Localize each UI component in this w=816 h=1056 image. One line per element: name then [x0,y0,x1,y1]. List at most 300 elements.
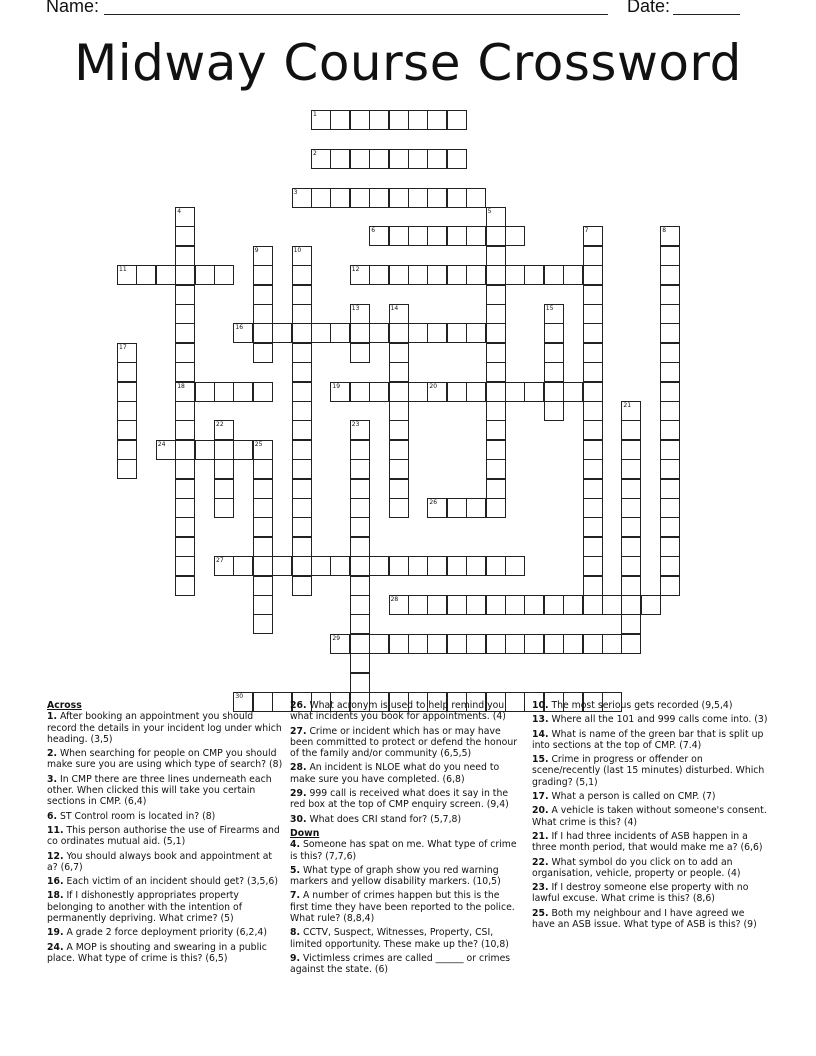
grid-cell[interactable] [563,595,583,615]
grid-cell[interactable] [466,265,486,285]
grid-cell[interactable] [466,226,486,246]
grid-cell[interactable] [583,479,603,499]
grid-cell[interactable] [583,440,603,460]
grid-cell[interactable] [486,479,506,499]
grid-cell[interactable] [486,401,506,421]
grid-cell[interactable] [447,188,467,208]
grid-cell[interactable] [641,595,661,615]
grid-cell[interactable] [369,110,389,130]
grid-cell[interactable] [350,634,370,654]
grid-cell[interactable] [292,382,312,402]
grid-cell[interactable] [389,401,409,421]
grid-cell[interactable] [621,517,641,537]
grid-cell[interactable] [486,556,506,576]
grid-cell[interactable] [389,459,409,479]
grid-cell[interactable] [369,226,389,246]
grid-cell[interactable] [447,595,467,615]
grid-cell[interactable] [427,556,447,576]
clue [532,791,768,802]
grid-cell[interactable] [583,595,603,615]
grid-cell[interactable] [292,537,312,557]
grid-cell[interactable] [389,149,409,169]
grid-cell[interactable] [524,634,544,654]
grid-cell[interactable] [389,382,409,402]
grid-cell[interactable] [466,188,486,208]
grid-cell[interactable] [292,246,312,266]
grid-cell[interactable] [544,595,564,615]
grid-cell[interactable] [214,459,234,479]
grid-cell[interactable] [253,246,273,266]
grid-cell[interactable] [350,556,370,576]
grid-cell[interactable] [486,304,506,324]
grid-cell[interactable] [583,323,603,343]
grid-cell[interactable] [253,517,273,537]
grid-cell[interactable] [621,634,641,654]
clue-number: 23 [351,421,360,429]
grid-cell[interactable] [408,382,428,402]
grid-cell[interactable] [389,323,409,343]
grid-cell[interactable] [466,556,486,576]
grid-cell[interactable] [621,498,641,518]
grid-cell[interactable] [175,362,195,382]
grid-cell[interactable] [311,556,331,576]
grid-cell[interactable] [447,110,467,130]
grid-cell[interactable] [524,265,544,285]
grid-cell[interactable] [136,265,156,285]
grid-cell[interactable] [486,207,506,227]
grid-cell[interactable] [175,459,195,479]
grid-cell[interactable] [660,401,680,421]
grid-cell[interactable] [524,382,544,402]
grid-cell[interactable] [253,595,273,615]
grid-cell[interactable] [447,323,467,343]
grid-cell[interactable] [330,188,350,208]
grid-cell[interactable] [350,149,370,169]
grid-cell[interactable] [214,440,234,460]
grid-cell[interactable] [350,265,370,285]
grid-cell[interactable] [621,556,641,576]
grid-cell[interactable] [660,323,680,343]
grid-cell[interactable] [544,382,564,402]
grid-cell[interactable] [544,304,564,324]
grid-cell[interactable] [369,382,389,402]
grid-cell[interactable] [389,188,409,208]
grid-cell[interactable] [583,556,603,576]
grid-cell[interactable] [117,459,137,479]
grid-cell[interactable] [350,110,370,130]
grid-cell[interactable] [117,401,137,421]
grid-cell[interactable] [621,537,641,557]
grid-cell[interactable] [195,265,215,285]
grid-cell[interactable] [175,246,195,266]
grid-cell[interactable] [660,479,680,499]
grid-cell[interactable] [389,304,409,324]
grid-cell[interactable] [408,149,428,169]
grid-cell[interactable] [292,323,312,343]
grid-cell[interactable] [466,498,486,518]
clue-text: Each victim of an incident should get? (3,5,6) [63,876,278,888]
grid-cell[interactable] [621,479,641,499]
grid-cell[interactable] [292,188,312,208]
grid-cell[interactable] [544,634,564,654]
clues-column-2 [290,700,518,979]
grid-cell[interactable] [505,226,525,246]
grid-cell[interactable] [389,362,409,382]
grid-cell[interactable] [486,459,506,479]
grid-cell[interactable] [660,537,680,557]
grid-cell[interactable] [621,595,641,615]
grid-cell[interactable] [544,265,564,285]
grid-cell[interactable] [660,440,680,460]
grid-cell[interactable] [292,362,312,382]
grid-cell[interactable] [389,440,409,460]
grid-cell[interactable] [544,362,564,382]
grid-cell[interactable] [505,595,525,615]
grid-cell[interactable] [175,401,195,421]
grid-cell[interactable] [350,653,370,673]
grid-cell[interactable] [156,440,176,460]
clue-text: What symbol do you click on to add an organisation, vehicle, property or people. (4) [532,856,741,879]
grid-cell[interactable] [350,498,370,518]
grid-cell[interactable] [175,498,195,518]
grid-cell[interactable] [292,556,312,576]
grid-cell[interactable] [389,110,409,130]
grid-cell[interactable] [466,323,486,343]
grid-cell[interactable] [544,343,564,363]
grid-cell[interactable] [350,420,370,440]
grid-cell[interactable] [330,149,350,169]
grid-cell[interactable] [447,226,467,246]
grid-cell[interactable] [583,265,603,285]
clue-number: 2 [313,149,317,157]
grid-cell[interactable] [214,420,234,440]
grid-cell[interactable] [486,246,506,266]
grid-cell[interactable] [505,382,525,402]
grid-cell[interactable] [233,440,253,460]
grid-cell[interactable] [350,673,370,693]
grid-cell[interactable] [253,304,273,324]
grid-cell[interactable] [272,556,292,576]
grid-cell[interactable] [369,265,389,285]
grid-cell[interactable] [486,285,506,305]
grid-cell[interactable] [408,634,428,654]
grid-cell[interactable] [427,149,447,169]
grid-cell[interactable] [369,323,389,343]
grid-cell[interactable] [447,265,467,285]
grid-cell[interactable] [660,362,680,382]
grid-cell[interactable] [156,265,176,285]
grid-cell[interactable] [486,323,506,343]
grid-cell[interactable] [583,537,603,557]
grid-cell[interactable] [350,343,370,363]
grid-cell[interactable] [447,149,467,169]
grid-cell[interactable] [175,265,195,285]
grid-cell[interactable] [330,634,350,654]
grid-cell[interactable] [253,498,273,518]
grid-cell[interactable] [583,226,603,246]
grid-cell[interactable] [660,246,680,266]
grid-cell[interactable] [621,420,641,440]
grid-cell[interactable] [660,343,680,363]
grid-cell[interactable] [253,556,273,576]
grid-cell[interactable] [117,362,137,382]
grid-cell[interactable] [175,343,195,363]
grid-cell[interactable] [350,382,370,402]
grid-cell[interactable] [330,323,350,343]
grid-cell[interactable] [563,265,583,285]
grid-cell[interactable] [350,459,370,479]
grid-cell[interactable] [486,634,506,654]
grid-cell[interactable] [117,420,137,440]
grid-cell[interactable] [292,517,312,537]
grid-cell[interactable] [660,576,680,596]
grid-cell[interactable] [563,382,583,402]
grid-cell[interactable] [602,634,622,654]
grid-cell[interactable] [175,382,195,402]
grid-cell[interactable] [175,479,195,499]
grid-cell[interactable] [486,498,506,518]
grid-cell[interactable] [447,382,467,402]
grid-cell[interactable] [330,556,350,576]
grid-cell[interactable] [408,110,428,130]
grid-cell[interactable] [583,362,603,382]
grid-cell[interactable] [330,382,350,402]
grid-cell[interactable] [175,420,195,440]
grid-cell[interactable] [253,459,273,479]
grid-cell[interactable] [505,265,525,285]
grid-cell[interactable] [175,576,195,596]
grid-cell[interactable] [350,576,370,596]
grid-cell[interactable] [292,343,312,363]
grid-cell[interactable] [292,576,312,596]
grid-cell[interactable] [427,634,447,654]
grid-cell[interactable] [311,323,331,343]
grid-cell[interactable] [175,226,195,246]
grid-cell[interactable] [311,149,331,169]
grid-cell[interactable] [427,110,447,130]
grid-cell[interactable] [117,265,137,285]
grid-cell[interactable] [233,323,253,343]
grid-cell[interactable] [389,498,409,518]
grid-cell[interactable] [292,479,312,499]
grid-cell[interactable] [253,343,273,363]
grid-cell[interactable] [350,188,370,208]
grid-cell[interactable] [175,440,195,460]
grid-cell[interactable] [408,556,428,576]
date-label: Date: [627,0,671,16]
grid-cell[interactable] [292,285,312,305]
grid-cell[interactable] [486,382,506,402]
grid-cell[interactable] [117,382,137,402]
grid-cell[interactable] [350,479,370,499]
grid-cell[interactable] [389,556,409,576]
grid-cell[interactable] [660,459,680,479]
grid-cell[interactable] [486,595,506,615]
grid-cell[interactable] [253,382,273,402]
grid-cell[interactable] [544,323,564,343]
grid-cell[interactable] [621,459,641,479]
grid-cell[interactable] [175,537,195,557]
clue-number: 5 [487,208,492,215]
grid-cell[interactable] [427,323,447,343]
grid-cell[interactable] [233,556,253,576]
grid-cell[interactable] [330,110,350,130]
grid-cell[interactable] [292,420,312,440]
grid-cell[interactable] [408,188,428,208]
grid-cell[interactable] [253,537,273,557]
grid-cell[interactable] [350,595,370,615]
grid-cell[interactable] [427,595,447,615]
grid-cell[interactable] [195,440,215,460]
grid-cell[interactable] [292,459,312,479]
grid-cell[interactable] [660,556,680,576]
grid-cell[interactable] [214,265,234,285]
grid-cell[interactable] [466,382,486,402]
grid-cell[interactable] [195,382,215,402]
grid-cell[interactable] [311,188,331,208]
grid-cell[interactable] [292,440,312,460]
grid-cell[interactable] [292,304,312,324]
grid-cell[interactable] [563,634,583,654]
grid-cell[interactable] [486,343,506,363]
grid-cell[interactable] [214,382,234,402]
grid-cell[interactable] [486,265,506,285]
grid-cell[interactable] [427,226,447,246]
grid-cell[interactable] [660,304,680,324]
grid-cell[interactable] [621,401,641,421]
grid-cell[interactable] [389,595,409,615]
grid-cell[interactable] [389,265,409,285]
grid-cell[interactable] [583,382,603,402]
grid-cell[interactable] [583,576,603,596]
grid-cell[interactable] [175,304,195,324]
grid-cell[interactable] [214,498,234,518]
grid-cell[interactable] [486,420,506,440]
grid-cell[interactable] [175,285,195,305]
grid-cell[interactable] [350,323,370,343]
grid-cell[interactable] [583,246,603,266]
grid-cell[interactable] [602,595,622,615]
grid-cell[interactable] [660,265,680,285]
grid-cell[interactable] [292,401,312,421]
grid-cell[interactable] [427,188,447,208]
grid-cell[interactable] [660,285,680,305]
grid-cell[interactable] [253,323,273,343]
grid-cell[interactable] [175,207,195,227]
grid-cell[interactable] [505,556,525,576]
grid-cell[interactable] [253,614,273,634]
grid-cell[interactable] [427,265,447,285]
clue-number: 10. [532,700,549,711]
grid-cell[interactable] [350,304,370,324]
grid-cell[interactable] [253,576,273,596]
grid-cell[interactable] [447,498,467,518]
clue-text: What type of graph show you red warning markers and yellow disability markers. (10,5) [290,864,501,888]
clue [47,942,283,965]
grid-cell[interactable] [583,401,603,421]
grid-cell[interactable] [350,614,370,634]
grid-cell[interactable] [233,382,253,402]
clue-number: 26. [290,700,307,711]
grid-cell[interactable] [544,401,564,421]
grid-cell[interactable] [369,556,389,576]
grid-cell[interactable] [660,498,680,518]
grid-cell[interactable] [389,343,409,363]
grid-cell[interactable] [583,304,603,324]
grid-cell[interactable] [583,285,603,305]
grid-cell[interactable] [621,440,641,460]
grid-cell[interactable] [253,440,273,460]
grid-cell[interactable] [369,188,389,208]
clue-number: 14 [390,305,399,312]
grid-cell[interactable] [350,517,370,537]
grid-cell[interactable] [117,343,137,363]
grid-cell[interactable] [214,556,234,576]
grid-cell[interactable] [583,420,603,440]
grid-cell[interactable] [583,517,603,537]
grid-cell[interactable] [486,362,506,382]
grid-cell[interactable] [175,556,195,576]
grid-cell[interactable] [292,265,312,285]
clue [532,700,768,711]
grid-cell[interactable] [408,595,428,615]
grid-cell[interactable] [583,343,603,363]
clue-number: 7. [290,890,301,902]
grid-cell[interactable] [350,440,370,460]
grid-cell[interactable] [408,265,428,285]
grid-cell[interactable] [427,498,447,518]
grid-cell[interactable] [583,498,603,518]
grid-cell[interactable] [350,537,370,557]
grid-cell[interactable] [466,634,486,654]
grid-cell[interactable] [660,517,680,537]
grid-cell[interactable] [253,265,273,285]
grid-cell[interactable] [311,110,331,130]
grid-cell[interactable] [408,226,428,246]
grid-cell[interactable] [447,556,467,576]
grid-cell[interactable] [486,440,506,460]
grid-cell[interactable] [408,323,428,343]
grid-cell[interactable] [583,459,603,479]
grid-cell[interactable] [621,576,641,596]
grid-cell[interactable] [524,595,544,615]
grid-cell[interactable] [175,517,195,537]
grid-cell[interactable] [660,382,680,402]
grid-cell[interactable] [175,323,195,343]
grid-cell[interactable] [660,226,680,246]
grid-cell[interactable] [117,440,137,460]
grid-cell[interactable] [427,382,447,402]
grid-cell[interactable] [214,479,234,499]
grid-cell[interactable] [486,226,506,246]
grid-cell[interactable] [272,323,292,343]
grid-cell[interactable] [447,634,467,654]
grid-cell[interactable] [369,634,389,654]
grid-cell[interactable] [369,149,389,169]
grid-cell[interactable] [292,498,312,518]
grid-cell[interactable] [621,614,641,634]
grid-cell[interactable] [583,634,603,654]
grid-cell[interactable] [389,634,409,654]
grid-cell[interactable] [660,420,680,440]
grid-cell[interactable] [389,420,409,440]
grid-cell[interactable] [389,479,409,499]
grid-cell[interactable] [389,226,409,246]
grid-cell[interactable] [505,634,525,654]
grid-cell[interactable] [253,285,273,305]
grid-cell[interactable] [466,595,486,615]
grid-cell[interactable] [253,479,273,499]
